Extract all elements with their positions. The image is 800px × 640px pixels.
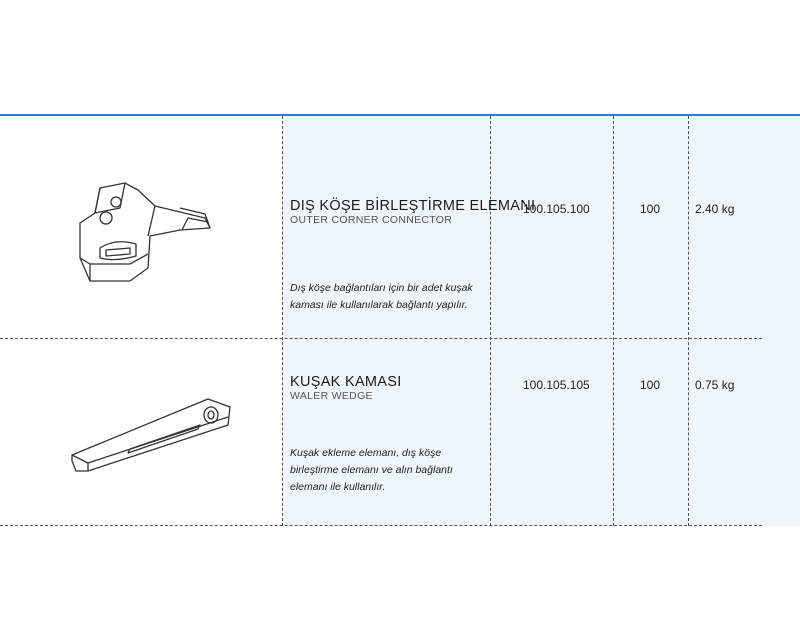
- product-title: DIŞ KÖŞE BİRLEŞTİRME ELEMANI: [290, 198, 536, 214]
- product-subtitle: WALER WEDGE: [290, 390, 373, 402]
- product-title: KUŞAK KAMASI: [290, 374, 402, 390]
- column-divider: [688, 116, 689, 526]
- product-code: 100.105.105: [523, 378, 590, 392]
- product-description: Kuşak ekleme elemanı, dış köşe birleştirme elemanı ve alın bağlantı elemanı ile kullanılır.: [290, 447, 453, 493]
- product-subtitle: OUTER CORNER CONNECTOR: [290, 214, 453, 226]
- product-weight: 0.75 kg: [695, 378, 735, 392]
- product-code: 100.105.100: [523, 202, 590, 216]
- product-quantity: 100: [640, 378, 661, 392]
- product-description: Dış köşe bağlantıları için bir adet kuşak kaması ile kullanılarak bağlantı yapılır.: [290, 282, 473, 311]
- row-divider: [0, 338, 762, 339]
- product-weight: 2.40 kg: [695, 202, 735, 216]
- column-divider: [613, 116, 614, 526]
- waler-wedge-drawing: [68, 395, 238, 475]
- row-divider: [0, 525, 762, 526]
- product-quantity: 100: [640, 202, 661, 216]
- corner-connector-drawing: [70, 178, 220, 293]
- column-divider: [282, 116, 283, 526]
- column-divider: [490, 116, 491, 526]
